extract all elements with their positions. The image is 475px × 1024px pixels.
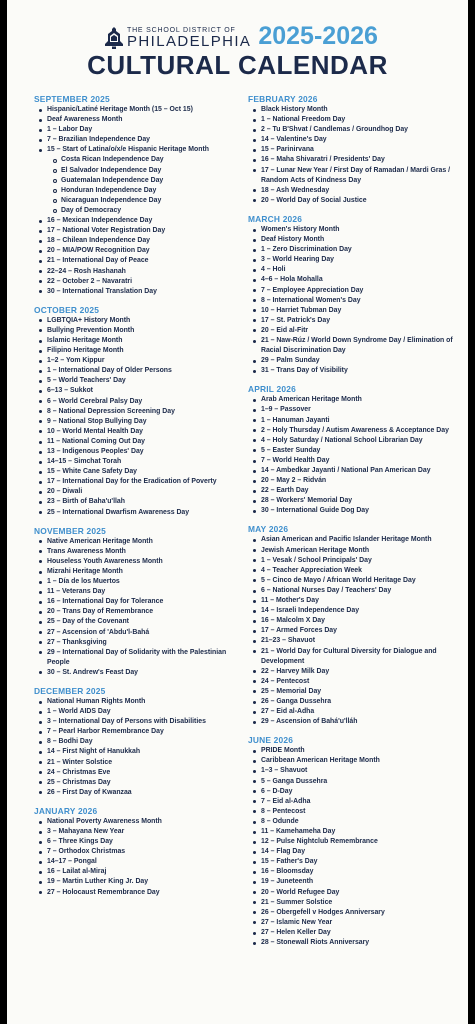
district-top-text: THE SCHOOL DISTRICT OF xyxy=(127,27,236,34)
event-item: Deaf History Month xyxy=(248,235,463,245)
event-list xyxy=(248,105,463,206)
header xyxy=(7,0,468,90)
event-item: 1 – Día de los Muertos xyxy=(34,577,244,587)
event-item: Native American Heritage Month xyxy=(34,537,244,547)
event-item: 8 – Pentecost xyxy=(248,807,463,817)
event-list xyxy=(248,225,463,376)
event-item: Islamic Heritage Month xyxy=(34,336,244,346)
event-list xyxy=(248,746,463,948)
event-item: 15 – Father's Day xyxy=(248,857,463,867)
event-item: 26 – Ganga Dussehra xyxy=(248,697,463,707)
event-item: 11 – Veterans Day xyxy=(34,587,244,597)
event-item: 5 – World Teachers' Day xyxy=(34,376,244,386)
event-list xyxy=(34,316,244,518)
event-item: 21 – Winter Solstice xyxy=(34,758,244,768)
event-item: 6 – D-Day xyxy=(248,787,463,797)
event-item: 7 – Brazilian Independence Day xyxy=(34,135,244,145)
event-item: 1 – Zero Discrimination Day xyxy=(248,245,463,255)
event-item: 25 – Day of the Covenant xyxy=(34,617,244,627)
event-subitem: Costa Rican Independence Day xyxy=(34,155,244,165)
event-item: 1 – International Day of Older Persons xyxy=(34,366,244,376)
school-year: 2025-2026 xyxy=(258,22,378,50)
event-item: 5 – Cinco de Mayo / African World Heritage Day xyxy=(248,576,463,586)
event-item: 17 – National Voter Registration Day xyxy=(34,226,244,236)
event-item: 21 – Summer Solstice xyxy=(248,898,463,908)
month-heading: DECEMBER 2025 xyxy=(34,685,106,696)
event-item: 1 – World AIDS Day xyxy=(34,707,244,717)
event-subitem: Honduran Independence Day xyxy=(34,186,244,196)
event-item: 1–3 – Shavuot xyxy=(248,766,463,776)
liberty-bell-school-logo-icon xyxy=(105,27,123,49)
event-item: 2 – Holy Thursday / Autism Awareness & Acceptance Day xyxy=(248,426,463,436)
event-item: 16 – Lailat al-Miraj xyxy=(34,867,244,877)
event-item: 6–13 – Sukkot xyxy=(34,386,244,396)
month-section xyxy=(34,526,244,678)
month-section xyxy=(248,384,463,516)
district-main-text: PHILADELPHIA xyxy=(127,33,252,50)
event-list xyxy=(34,817,244,898)
event-item: 6 – World Cerebral Palsy Day xyxy=(34,397,244,407)
event-item: 3 – International Day of Persons with Disabilities xyxy=(34,717,244,727)
event-item: 29 – International Day of Solidarity with the Palestinian People xyxy=(34,648,244,668)
event-item: 4 – Teacher Appreciation Week xyxy=(248,566,463,576)
event-item: 16 – Bloomsday xyxy=(248,867,463,877)
event-item: 28 – Workers' Memorial Day xyxy=(248,496,463,506)
event-item: 15 – White Cane Safety Day xyxy=(34,467,244,477)
event-item: 5 – Easter Sunday xyxy=(248,446,463,456)
event-item: 26 – Obergefell v Hodges Anniversary xyxy=(248,908,463,918)
event-subitem: Guatemalan Independence Day xyxy=(34,176,244,186)
month-section xyxy=(34,806,244,898)
event-item: 21 – International Day of Peace xyxy=(34,256,244,266)
event-item: 7 – Employee Appreciation Day xyxy=(248,286,463,296)
event-item: 27 – Ascension of 'Abdu'l-Bahá xyxy=(34,628,244,638)
right-column xyxy=(248,94,463,956)
district-logo xyxy=(105,24,378,49)
event-item: 22 – October 2 – Navaratri xyxy=(34,277,244,287)
month-heading: OCTOBER 2025 xyxy=(34,304,100,315)
event-item: 24 – Pentecost xyxy=(248,677,463,687)
event-item: National Human Rights Month xyxy=(34,697,244,707)
event-item: PRIDE Month xyxy=(248,746,463,756)
event-item: 28 – Stonewall Riots Anniversary xyxy=(248,938,463,948)
event-item: Hispanic/Latiné Heritage Month (15 – Oct 15) xyxy=(34,105,244,115)
event-item: 5 – Ganga Dussehra xyxy=(248,777,463,787)
event-item: 15 – Parinirvana xyxy=(248,145,463,155)
event-item: 4 – Holi xyxy=(248,265,463,275)
month-heading: MAY 2026 xyxy=(248,524,289,535)
month-section xyxy=(248,524,463,727)
month-heading: NOVEMBER 2025 xyxy=(34,525,106,536)
event-item: 24 – Christmas Eve xyxy=(34,768,244,778)
event-item: 19 – Juneteenth xyxy=(248,877,463,887)
month-section xyxy=(248,94,463,206)
event-item: Black History Month xyxy=(248,105,463,115)
event-item: 23 – Birth of Baha'u'llah xyxy=(34,497,244,507)
event-item: 16 – Maha Shivaratri / Presidents' Day xyxy=(248,155,463,165)
event-item: 25 – Christmas Day xyxy=(34,778,244,788)
event-item: 1 – National Freedom Day xyxy=(248,115,463,125)
event-item: 17 – Lunar New Year / First Day of Ramadan / Mardi Gras / Random Acts of Kindness Day xyxy=(248,166,463,186)
event-item: Arab American Heritage Month xyxy=(248,395,463,405)
district-name xyxy=(127,27,251,49)
month-heading: MARCH 2026 xyxy=(248,213,303,224)
left-column xyxy=(34,94,244,906)
month-section xyxy=(248,214,463,376)
event-item: 20 – Diwali xyxy=(34,487,244,497)
event-item: 27 – Thanksgiving xyxy=(34,638,244,648)
event-item: 1–9 – Passover xyxy=(248,405,463,415)
event-list xyxy=(34,105,244,297)
event-item: 27 – Islamic New Year xyxy=(248,918,463,928)
event-item: Asian American and Pacific Islander Heritage Month xyxy=(248,535,463,545)
event-list xyxy=(248,535,463,727)
event-item: 19 – Martin Luther King Jr. Day xyxy=(34,877,244,887)
event-item: 26 – First Day of Kwanzaa xyxy=(34,788,244,798)
event-item: 29 – Ascension of Bahá'u'lláh xyxy=(248,717,463,727)
month-heading: JUNE 2026 xyxy=(248,735,294,746)
calendar-page xyxy=(7,0,468,1024)
month-section xyxy=(34,94,244,297)
event-item: 30 – St. Andrew's Feast Day xyxy=(34,668,244,678)
month-heading: FEBRUARY 2026 xyxy=(248,94,318,104)
month-heading: APRIL 2026 xyxy=(248,384,296,395)
event-item: 6 – National Nurses Day / Teachers' Day xyxy=(248,586,463,596)
event-item: 29 – Palm Sunday xyxy=(248,356,463,366)
event-item: 30 – International Translation Day xyxy=(34,287,244,297)
event-item: Mizrahi Heritage Month xyxy=(34,567,244,577)
event-item: 18 – Chilean Independence Day xyxy=(34,236,244,246)
event-subitem: Nicaraguan Independence Day xyxy=(34,196,244,206)
event-item: 12 – Pulse Nightclub Remembrance xyxy=(248,837,463,847)
event-item: 11 – Mother's Day xyxy=(248,596,463,606)
month-heading: JANUARY 2026 xyxy=(34,805,98,816)
event-item: 9 – National Stop Bullying Day xyxy=(34,417,244,427)
event-item: 22 – Harvey Milk Day xyxy=(248,667,463,677)
event-item: 15 – Start of Latina/o/x/e Hispanic Heritage Month xyxy=(34,145,244,155)
event-item: 14 – Valentine's Day xyxy=(248,135,463,145)
month-heading: SEPTEMBER 2025 xyxy=(34,94,110,104)
event-item: Filipino Heritage Month xyxy=(34,346,244,356)
event-item: 1 – Vesak / School Principals' Day xyxy=(248,556,463,566)
event-item: 21–23 – Shavuot xyxy=(248,636,463,646)
event-item: 3 – World Hearing Day xyxy=(248,255,463,265)
page-title: CULTURAL CALENDAR xyxy=(87,50,388,80)
event-item: 3 – Mahayana New Year xyxy=(34,827,244,837)
event-item: 22 – Earth Day xyxy=(248,486,463,496)
event-subitem: El Salvador Independence Day xyxy=(34,166,244,176)
event-list xyxy=(248,395,463,516)
event-item: 1 – Hanuman Jayanti xyxy=(248,416,463,426)
event-item: 20 – World Refugee Day xyxy=(248,888,463,898)
event-item: 16 – International Day for Tolerance xyxy=(34,597,244,607)
event-item: 17 – Armed Forces Day xyxy=(248,626,463,636)
event-item: Jewish American Heritage Month xyxy=(248,546,463,556)
event-item: 25 – Memorial Day xyxy=(248,687,463,697)
event-item: 6 – Three Kings Day xyxy=(34,837,244,847)
event-item: 20 – Eid al-Fitr xyxy=(248,326,463,336)
event-item: Caribbean American Heritage Month xyxy=(248,756,463,766)
event-item: 8 – Odunde xyxy=(248,817,463,827)
event-item: National Poverty Awareness Month xyxy=(34,817,244,827)
event-item: 7 – Eid al-Adha xyxy=(248,797,463,807)
event-item: 14 – Israeli Independence Day xyxy=(248,606,463,616)
event-item: 10 – Harriet Tubman Day xyxy=(248,306,463,316)
event-item: 10 – World Mental Health Day xyxy=(34,427,244,437)
event-item: Deaf Awareness Month xyxy=(34,115,244,125)
event-item: 14–17 – Pongal xyxy=(34,857,244,867)
event-item: 13 – Indigenous Peoples' Day xyxy=(34,447,244,457)
event-item: 17 – International Day for the Eradication of Poverty xyxy=(34,477,244,487)
event-item: 4 – Holy Saturday / National School Librarian Day xyxy=(248,436,463,446)
event-item: 20 – Trans Day of Remembrance xyxy=(34,607,244,617)
event-item: 31 – Trans Day of Visibility xyxy=(248,366,463,376)
event-item: 30 – International Guide Dog Day xyxy=(248,506,463,516)
event-item: LGBTQIA+ History Month xyxy=(34,316,244,326)
event-item: 25 – International Dwarfism Awareness Day xyxy=(34,508,244,518)
event-item: 14 – First Night of Hanukkah xyxy=(34,747,244,757)
event-item: 1–2 – Yom Kippur xyxy=(34,356,244,366)
event-item: 14 – Ambedkar Jayanti / National Pan American Day xyxy=(248,466,463,476)
event-item: 7 – Orthodox Christmas xyxy=(34,847,244,857)
event-item: Trans Awareness Month xyxy=(34,547,244,557)
event-item: 7 – Pearl Harbor Remembrance Day xyxy=(34,727,244,737)
month-section xyxy=(248,735,463,948)
event-item: 20 – MIA/POW Recognition Day xyxy=(34,246,244,256)
event-subitem: Day of Democracy xyxy=(34,206,244,216)
event-item: Bullying Prevention Month xyxy=(34,326,244,336)
event-item: 16 – Malcolm X Day xyxy=(248,616,463,626)
event-item: 8 – International Women's Day xyxy=(248,296,463,306)
event-item: 16 – Mexican Independence Day xyxy=(34,216,244,226)
event-item: 17 – St. Patrick's Day xyxy=(248,316,463,326)
event-item: 27 – Eid al-Adha xyxy=(248,707,463,717)
event-item: 20 – May 2 – Ridván xyxy=(248,476,463,486)
event-item: 14–15 – Simchat Torah xyxy=(34,457,244,467)
event-item: 7 – World Health Day xyxy=(248,456,463,466)
event-item: 14 – Flag Day xyxy=(248,847,463,857)
event-item: 27 – Helen Keller Day xyxy=(248,928,463,938)
event-item: 21 – Naw-Rúz / World Down Syndrome Day / Elimination of Racial Discrimination Day xyxy=(248,336,463,356)
event-item: 8 – National Depression Screening Day xyxy=(34,407,244,417)
event-item: 1 – Labor Day xyxy=(34,125,244,135)
event-item: 20 – World Day of Social Justice xyxy=(248,196,463,206)
event-item: 8 – Bodhi Day xyxy=(34,737,244,747)
event-item: 4–6 – Hola Mohalla xyxy=(248,275,463,285)
event-item: 21 – World Day for Cultural Diversity for Dialogue and Development xyxy=(248,647,463,667)
event-item: 11 – National Coming Out Day xyxy=(34,437,244,447)
event-item: 22–24 – Rosh Hashanah xyxy=(34,267,244,277)
event-item: 27 – Holocaust Remembrance Day xyxy=(34,888,244,898)
event-item: 11 – Kamehameha Day xyxy=(248,827,463,837)
event-item: 2 – Tu B'Shvat / Candlemas / Groundhog Day xyxy=(248,125,463,135)
event-item: 18 – Ash Wednesday xyxy=(248,186,463,196)
event-item: Women's History Month xyxy=(248,225,463,235)
event-list xyxy=(34,697,244,798)
event-list xyxy=(34,537,244,678)
month-section xyxy=(34,686,244,798)
event-item: Houseless Youth Awareness Month xyxy=(34,557,244,567)
month-section xyxy=(34,305,244,518)
